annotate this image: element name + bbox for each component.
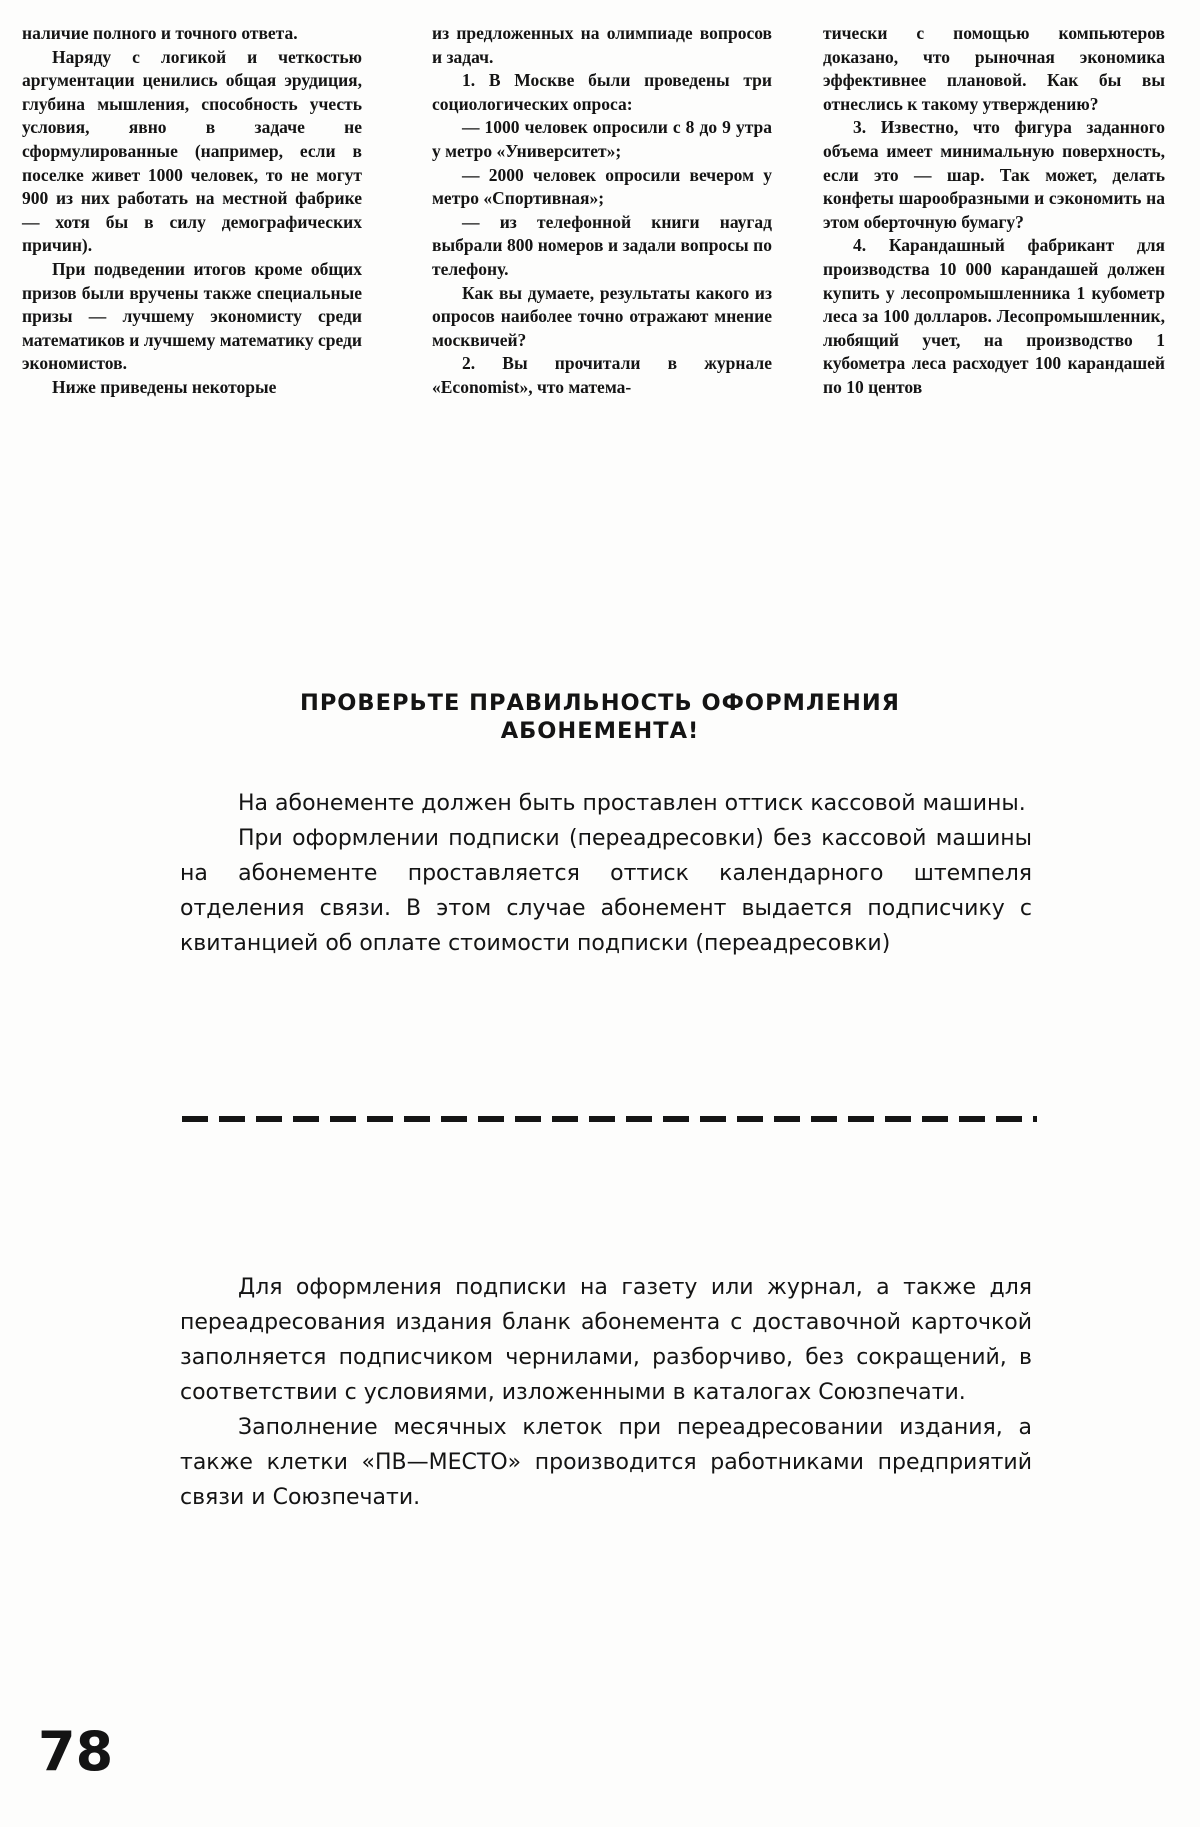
- subscription-notice: [180, 786, 1032, 961]
- filling-instructions: [180, 1270, 1032, 1515]
- notice-title: [180, 689, 1020, 745]
- instruction-paragraph: Заполнение месячных клеток при переадресовании издания, а также клетки «ПВ—МЕСТО» производится работниками предприятий связи и Союзпечати.: [180, 1415, 1032, 1510]
- column-paragraph: 4. Карандашный фабрикант для производства 10 000 карандашей должен купить у лесопромышленника 1 кубометр леса за 100 долларов. Лесопромышленник, любящий учет, на производство 1 кубометра леса расходует 100 карандашей по 10 центов: [823, 235, 1165, 397]
- column-paragraph: Как вы думаете, результаты какого из опросов наиболее точно отражают мнение москвичей?: [432, 282, 772, 350]
- instruction-paragraph: Для оформления подписки на газету или журнал, а также для переадресования издания бланк абонемента с доставочной карточкой заполняется подписчиком чернилами, разборчиво, без сокращений, в соответствии с условиями, изложенными в каталогах Союзпечати.: [180, 1275, 1032, 1405]
- column-paragraph: Наряду с логикой и четкостью аргументации ценились общая эрудиция, глубина мышления, способность учесть условия, явно в задаче не сформулированные (например, если в поселке живет 1000 человек, то не могут 900 из них работать на местной фабрике — хотя бы в силу демографических причин).: [22, 46, 362, 256]
- cut-line: [182, 1115, 1037, 1123]
- article-column-2: [432, 22, 772, 400]
- notice-title-line-2: АБОНЕМЕНТА!: [500, 718, 700, 744]
- article-column-3: [823, 22, 1165, 400]
- column-paragraph: — 2000 человек опросили вечером у метро «Спортивная»;: [432, 164, 772, 209]
- column-paragraph: 1. В Москве были проведены три социологических опроса:: [432, 70, 772, 114]
- column-paragraph: 2. Вы прочитали в журнале «Economist», что матема-: [432, 353, 772, 397]
- column-paragraph: — из телефонной книги наугад выбрали 800 номеров и задали вопросы по телефону.: [432, 211, 772, 279]
- column-paragraph: наличие полного и точного ответа.: [22, 23, 298, 43]
- article-column-1: [22, 22, 362, 400]
- column-paragraph: 3. Известно, что фигура заданного объема имеет минимальную поверхность, если это — шар. Так может, делать конфеты шарообразными и сэкономить на этом оберточную бумагу?: [823, 117, 1165, 232]
- page-number: 78: [38, 1720, 114, 1783]
- column-paragraph: При подведении итогов кроме общих призов были вручены также специальные призы — лучшему экономисту среди математиков и лучшему математику среди экономистов.: [22, 258, 362, 374]
- column-paragraph: Ниже приведены некоторые: [52, 376, 277, 397]
- notice-paragraph: При оформлении подписки (переадресовки) без кассовой машины на абонементе проставляется оттиск календарного штемпеля отделения связи. В этом случае абонемент выдается подписчику с квитанцией об оплате стоимости подписки (переадресовки): [180, 826, 1032, 956]
- notice-paragraph: На абонементе должен быть проставлен оттиск кассовой машины.: [238, 791, 1026, 816]
- column-paragraph: — 1000 человек опросили с 8 до 9 утра у метро «Университет»;: [432, 117, 772, 161]
- column-paragraph: из предложенных на олимпиаде вопросов и задач.: [432, 23, 772, 67]
- notice-title-line-1: ПРОВЕРЬТЕ ПРАВИЛЬНОСТЬ ОФОРМЛЕНИЯ: [299, 690, 900, 716]
- column-paragraph: тически с помощью компьютеров доказано, что рыночная экономика эффективнее плановой. Как бы вы отнеслись к такому утверждению?: [823, 23, 1165, 114]
